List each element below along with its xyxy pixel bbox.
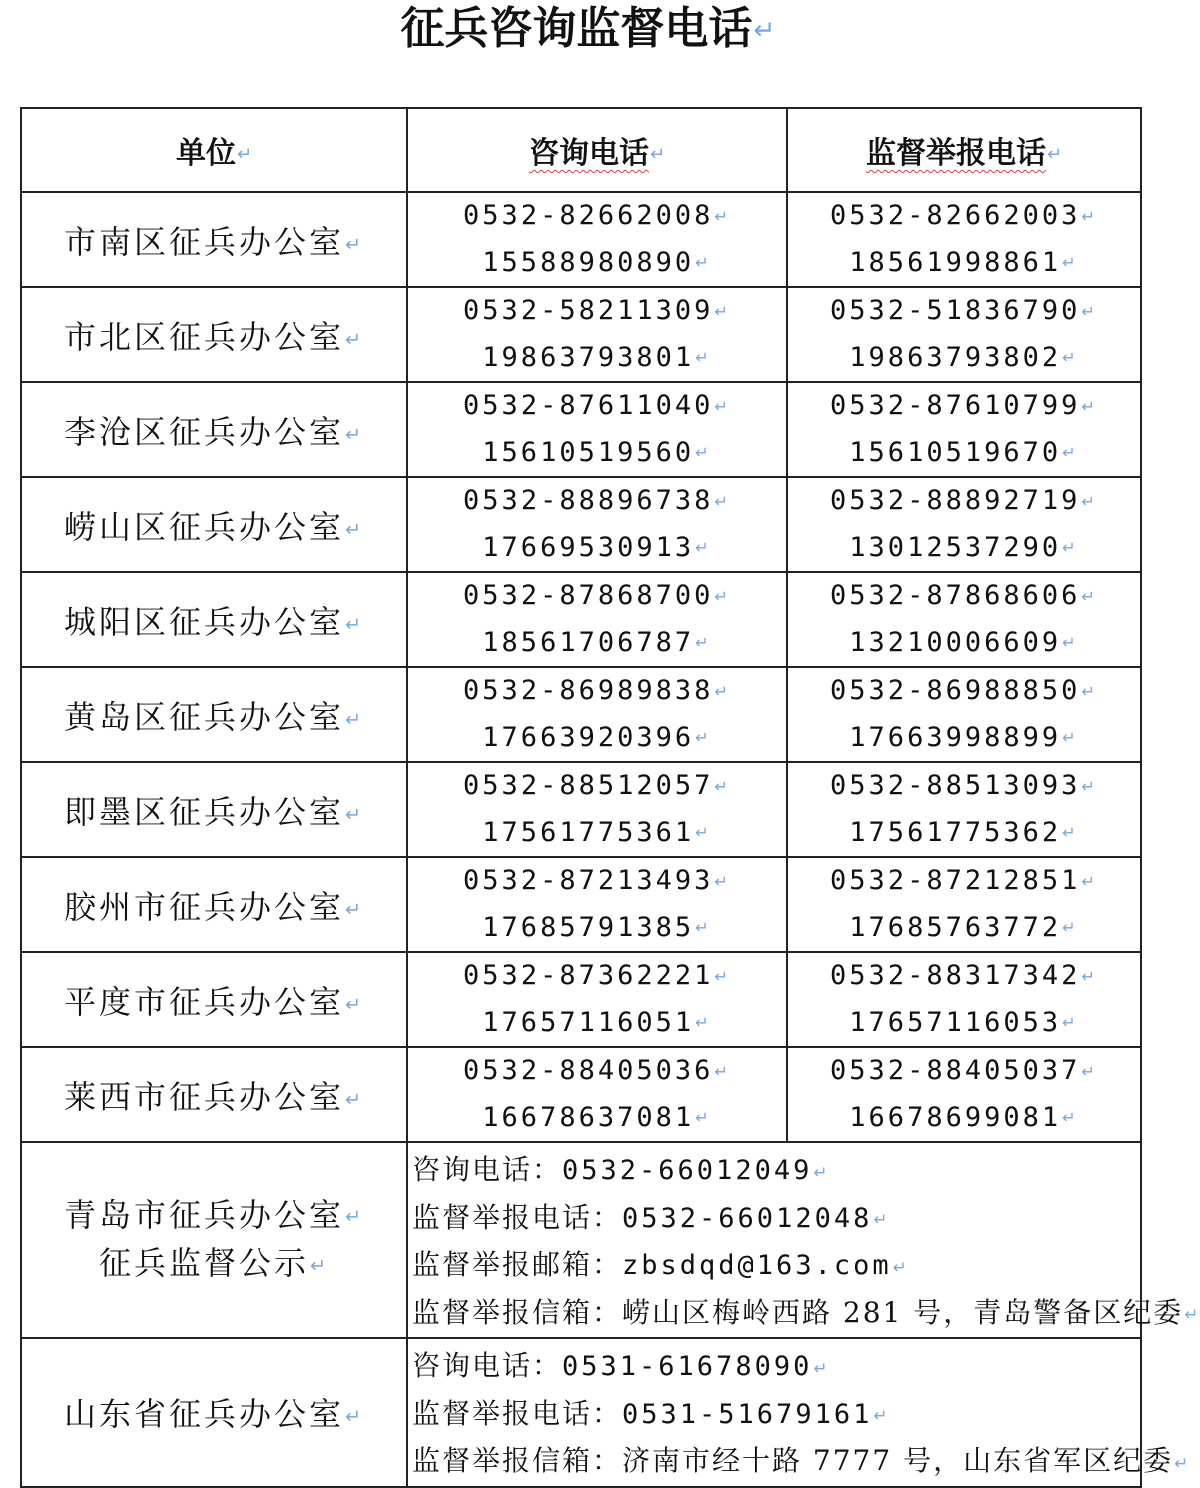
- mailbox-line: 监督举报信箱：崂山区梅岭西路 281 号，青岛警备区纪委↵: [412, 1295, 1200, 1329]
- return-mark-icon: ↵: [1081, 491, 1098, 511]
- return-mark-icon: ↵: [892, 1256, 909, 1277]
- phone-number[interactable]: 16678637081: [482, 1101, 695, 1133]
- landline-line: [788, 858, 1140, 905]
- return-mark-icon: ↵: [344, 327, 365, 351]
- mobile-line: [788, 905, 1140, 952]
- return-mark-icon: ↵: [714, 681, 731, 701]
- unit-name: 市南区征兵办公室: [63, 222, 344, 261]
- page-title: [0, 0, 1176, 60]
- return-mark-icon: ↵: [873, 1405, 890, 1425]
- landline-line: [788, 763, 1140, 810]
- return-mark-icon: ↵: [714, 966, 731, 986]
- phone-number[interactable]: 17669530913: [482, 531, 695, 563]
- landline-line: [408, 668, 786, 715]
- landline-line: [788, 1048, 1140, 1095]
- phone-number[interactable]: 17685763772: [849, 911, 1062, 943]
- return-mark-icon: ↵: [344, 232, 365, 256]
- return-mark-icon: ↵: [1062, 728, 1079, 747]
- table-row: [21, 667, 1141, 762]
- unit-name: 青岛市征兵办公室: [63, 1195, 344, 1234]
- return-mark-icon: ↵: [344, 517, 365, 541]
- phone-number[interactable]: 0532-87610799: [830, 390, 1081, 421]
- return-mark-icon: ↵: [873, 1209, 890, 1229]
- title-text: 征兵咨询监督电话: [400, 3, 753, 54]
- unit-cell: [21, 382, 407, 477]
- mobile-line: [408, 715, 786, 762]
- unit-name: 莱西市征兵办公室: [63, 1077, 344, 1116]
- phone-number[interactable]: 17657116051: [482, 1006, 695, 1038]
- info-cell-shandong: [407, 1338, 1191, 1487]
- phone-number[interactable]: 0532-87213493: [463, 865, 714, 896]
- consult-cell: [407, 1047, 787, 1142]
- unit-cell: [21, 1047, 407, 1142]
- table-row: [21, 477, 1141, 572]
- phone-number[interactable]: 0532-88405036: [463, 1055, 714, 1086]
- table-row: [21, 762, 1141, 857]
- return-mark-icon: ↵: [695, 538, 712, 557]
- table-row: [21, 1047, 1141, 1142]
- table-row: [21, 572, 1141, 667]
- phone-number[interactable]: 0532-86988850: [830, 675, 1081, 706]
- consult-cell: [407, 477, 787, 572]
- contact-table: [20, 107, 1200, 1488]
- phone-number[interactable]: 0531-61678090: [562, 1351, 813, 1382]
- mailbox-line: 监督举报信箱：济南市经十路 7777 号，山东省军区纪委↵: [412, 1444, 1191, 1477]
- return-mark-icon: ↵: [695, 823, 712, 842]
- mobile-line: [408, 620, 786, 667]
- header-supervise: 监督举报电话↵: [787, 108, 1141, 192]
- landline-line: [788, 573, 1140, 620]
- landline-line: [408, 193, 786, 240]
- return-mark-icon: ↵: [714, 776, 731, 796]
- consult-cell: [407, 287, 787, 382]
- phone-number[interactable]: 0532-87362221: [463, 960, 714, 991]
- landline-line: [408, 858, 786, 905]
- landline-line: [408, 1048, 786, 1095]
- return-mark-icon: ↵: [344, 992, 365, 1016]
- return-mark-icon: ↵: [344, 897, 365, 921]
- supervise-cell: [787, 572, 1141, 667]
- phone-number[interactable]: 18561706787: [482, 626, 695, 658]
- table-row-shandong: [21, 1338, 1141, 1487]
- unit-cell: [21, 762, 407, 857]
- supervise-line: 监督举报电话：0532-66012048↵: [412, 1200, 890, 1234]
- phone-number[interactable]: 17561775361: [482, 816, 695, 848]
- supervise-cell: [787, 287, 1141, 382]
- mobile-line: [788, 1095, 1140, 1142]
- unit-cell-qingdao: [21, 1142, 407, 1338]
- phone-number[interactable]: 0532-88892719: [830, 485, 1081, 516]
- return-mark-icon: ↵: [714, 301, 731, 321]
- phone-number[interactable]: 19863793801: [482, 341, 695, 373]
- phone-number[interactable]: 0532-88405037: [830, 1055, 1081, 1086]
- phone-number[interactable]: 0532-87212851: [830, 865, 1081, 896]
- return-mark-icon: ↵: [714, 396, 731, 416]
- return-mark-icon: ↵: [344, 422, 365, 446]
- phone-number[interactable]: 0532-88896738: [463, 485, 714, 516]
- return-mark-icon: ↵: [1062, 1013, 1079, 1032]
- return-mark-icon: ↵: [309, 1253, 330, 1277]
- email-address[interactable]: zbsdqd@163.com: [622, 1250, 892, 1281]
- unit-cell: [21, 192, 407, 287]
- return-mark-icon: ↵: [695, 443, 712, 462]
- phone-number[interactable]: 0532-88512057: [463, 770, 714, 801]
- return-mark-icon: ↵: [695, 1013, 712, 1032]
- phone-number[interactable]: 0532-66012048: [622, 1202, 873, 1234]
- return-mark-icon: ↵: [813, 1357, 830, 1378]
- unit-name: 胶州市征兵办公室: [63, 887, 344, 926]
- table-row: [21, 952, 1141, 1047]
- phone-number[interactable]: 0532-88513093: [830, 770, 1081, 801]
- landline-line: [788, 288, 1140, 335]
- table-row: [21, 857, 1141, 952]
- consult-line: 咨询电话：0532-66012049↵: [412, 1153, 830, 1186]
- landline-line: [408, 953, 786, 1000]
- unit-subtitle: 征兵监督公示: [98, 1244, 309, 1282]
- mobile-line: [788, 335, 1140, 382]
- unit-cell: [21, 572, 407, 667]
- return-mark-icon: ↵: [344, 1205, 365, 1228]
- return-mark-icon: ↵: [1184, 1304, 1200, 1324]
- supervise-cell: [787, 667, 1141, 762]
- phone-number[interactable]: 0532-88317342: [830, 960, 1081, 991]
- email-line: 监督举报邮箱：zbsdqd@163.com↵: [412, 1248, 909, 1281]
- return-mark-icon: ↵: [695, 348, 712, 367]
- mobile-line: [408, 1095, 786, 1142]
- return-mark-icon: ↵: [695, 253, 712, 272]
- return-mark-icon: ↵: [695, 728, 712, 747]
- return-mark-icon: ↵: [714, 206, 731, 226]
- return-mark-icon: ↵: [1062, 538, 1079, 557]
- unit-name: 崂山区征兵办公室: [63, 507, 344, 546]
- return-mark-icon: ↵: [1081, 776, 1098, 796]
- return-mark-icon: ↵: [1081, 301, 1098, 321]
- return-mark-icon: ↵: [344, 1087, 365, 1111]
- return-mark-icon: ↵: [813, 1161, 830, 1182]
- consult-cell: [407, 382, 787, 477]
- phone-number[interactable]: 17663998899: [849, 721, 1062, 753]
- return-mark-icon: ↵: [1062, 253, 1079, 272]
- mobile-line: [788, 525, 1140, 572]
- consult-cell: [407, 572, 787, 667]
- supervise-cell: [787, 192, 1141, 287]
- return-mark-icon: ↵: [1081, 871, 1098, 891]
- return-mark-icon: ↵: [1062, 1108, 1079, 1127]
- mobile-line: [788, 1000, 1140, 1047]
- landline-line: [788, 383, 1140, 430]
- header-row: [21, 108, 1141, 192]
- return-mark-icon: ↵: [714, 491, 731, 511]
- mobile-line: [788, 715, 1140, 762]
- phone-number[interactable]: 16678699081: [849, 1101, 1062, 1133]
- return-mark-icon: ↵: [1046, 144, 1063, 165]
- landline-line: [788, 953, 1140, 1000]
- unit-cell: [21, 667, 407, 762]
- return-mark-icon: ↵: [344, 707, 365, 731]
- supervise-cell: [787, 1047, 1141, 1142]
- landline-line: [408, 478, 786, 525]
- return-mark-icon: ↵: [1081, 1061, 1098, 1081]
- phone-number[interactable]: 0532-66012049: [562, 1155, 813, 1186]
- return-mark-icon: ↵: [714, 871, 731, 891]
- unit-cell: [21, 477, 407, 572]
- return-mark-icon: ↵: [1062, 348, 1079, 367]
- unit-cell-shandong: [21, 1338, 407, 1487]
- return-mark-icon: ↵: [695, 1108, 712, 1127]
- phone-number[interactable]: 17657116053: [849, 1006, 1062, 1038]
- landline-line: [788, 478, 1140, 525]
- return-mark-icon: ↵: [1081, 206, 1098, 226]
- supervise-cell: [787, 762, 1141, 857]
- unit-name: 即墨区征兵办公室: [63, 792, 344, 831]
- mobile-line: [408, 810, 786, 857]
- return-mark-icon: ↵: [1174, 1452, 1191, 1473]
- return-mark-icon: ↵: [714, 586, 731, 606]
- supervise-cell: [787, 382, 1141, 477]
- mailbox-address: 济南市经十路 7777 号，山东省军区纪委: [622, 1444, 1174, 1477]
- unit-name: 市北区征兵办公室: [63, 317, 344, 356]
- return-mark-icon: ↵: [1081, 966, 1098, 986]
- unit-cell: [21, 287, 407, 382]
- mobile-line: [788, 240, 1140, 287]
- consult-cell: [407, 192, 787, 287]
- phone-number[interactable]: 15588980890: [482, 246, 695, 278]
- unit-name: 平度市征兵办公室: [63, 982, 344, 1021]
- header-consult: 咨询电话↵: [407, 108, 787, 192]
- landline-line: [408, 288, 786, 335]
- mobile-line: [408, 430, 786, 477]
- mobile-line: [408, 1000, 786, 1047]
- unit-name: 山东省征兵办公室: [63, 1395, 344, 1434]
- phone-number[interactable]: 13210006609: [849, 626, 1062, 658]
- unit-cell: [21, 952, 407, 1047]
- phone-number[interactable]: 0532-87611040: [463, 390, 714, 421]
- phone-number[interactable]: 0531-51679161: [622, 1398, 873, 1430]
- phone-number[interactable]: 0532-86989838: [463, 675, 714, 706]
- landline-line: [408, 383, 786, 430]
- table-body: [21, 192, 1141, 1142]
- unit-name: 黄岛区征兵办公室: [63, 697, 344, 736]
- return-mark-icon: ↵: [1062, 633, 1079, 652]
- consult-cell: [407, 952, 787, 1047]
- phone-number[interactable]: 0532-87868606: [830, 580, 1081, 611]
- table-row: [21, 192, 1141, 287]
- landline-line: [788, 668, 1140, 715]
- supervise-cell: [787, 952, 1141, 1047]
- phone-number[interactable]: 0532-82662008: [463, 200, 714, 231]
- phone-number[interactable]: 18561998861: [849, 246, 1062, 278]
- return-mark-icon: ↵: [649, 144, 666, 165]
- return-mark-icon: ↵: [695, 633, 712, 652]
- mobile-line: [408, 905, 786, 952]
- phone-number[interactable]: 0532-87868700: [463, 580, 714, 611]
- phone-number[interactable]: 17685791385: [482, 911, 695, 943]
- landline-line: [408, 573, 786, 620]
- mobile-line: [788, 620, 1140, 667]
- mobile-line: [408, 335, 786, 382]
- return-mark-icon: ↵: [1081, 681, 1098, 701]
- phone-number[interactable]: 0532-82662003: [830, 200, 1081, 231]
- landline-line: [788, 193, 1140, 240]
- consult-line: 咨询电话：0531-61678090↵: [412, 1349, 830, 1382]
- unit-name: 城阳区征兵办公室: [63, 602, 344, 641]
- return-mark-icon: ↵: [753, 15, 776, 46]
- unit-cell: [21, 857, 407, 952]
- mobile-line: [788, 430, 1140, 477]
- phone-number[interactable]: 17663920396: [482, 721, 695, 753]
- supervise-cell: [787, 477, 1141, 572]
- return-mark-icon: ↵: [344, 802, 365, 826]
- phone-number[interactable]: 0532-51836790: [830, 295, 1081, 326]
- mobile-line: [788, 810, 1140, 857]
- return-mark-icon: ↵: [236, 144, 253, 165]
- supervise-line: 监督举报电话：0531-51679161↵: [412, 1396, 890, 1430]
- return-mark-icon: ↵: [714, 1061, 731, 1081]
- consult-cell: [407, 857, 787, 952]
- table-row-qingdao: [21, 1142, 1141, 1338]
- return-mark-icon: ↵: [1062, 918, 1079, 937]
- consult-cell: [407, 667, 787, 762]
- mobile-line: [408, 525, 786, 572]
- return-mark-icon: ↵: [1081, 396, 1098, 416]
- phone-number[interactable]: 15610519560: [482, 436, 695, 468]
- supervise-cell: [787, 857, 1141, 952]
- return-mark-icon: ↵: [344, 612, 365, 636]
- phone-number[interactable]: 17561775362: [849, 816, 1062, 848]
- return-mark-icon: ↵: [1062, 443, 1079, 462]
- phone-number[interactable]: 0532-58211309: [463, 295, 714, 326]
- return-mark-icon: ↵: [695, 918, 712, 937]
- table-row: [21, 287, 1141, 382]
- return-mark-icon: ↵: [1081, 586, 1098, 606]
- phone-number[interactable]: 19863793802: [849, 341, 1062, 373]
- unit-name: 李沧区征兵办公室: [63, 412, 344, 451]
- consult-cell: [407, 762, 787, 857]
- landline-line: [408, 763, 786, 810]
- return-mark-icon: ↵: [1062, 823, 1079, 842]
- header-unit: 单位↵: [21, 108, 407, 192]
- mailbox-address: 崂山区梅岭西路 281 号，青岛警备区纪委: [622, 1295, 1184, 1329]
- table-row: [21, 382, 1141, 477]
- mobile-line: [408, 240, 786, 287]
- return-mark-icon: ↵: [344, 1405, 365, 1429]
- phone-number[interactable]: 13012537290: [849, 531, 1062, 563]
- phone-number[interactable]: 15610519670: [849, 436, 1062, 468]
- info-cell-qingdao: [407, 1142, 1200, 1338]
